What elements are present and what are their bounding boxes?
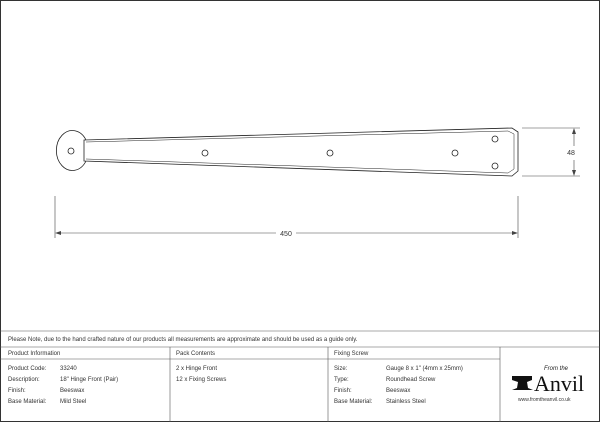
product-code-label: Product Code: [8,366,47,372]
fixing-screw-heading: Fixing Screw [334,351,369,357]
fixing-hole [327,150,333,156]
brand-tagline: From the [544,366,569,372]
fixing-hole [452,150,458,156]
sheet-border [1,1,600,422]
product-code-value: 33240 [60,366,77,372]
product-info-heading: Product Information [8,351,61,357]
base-material-label: Base Material: [8,399,47,405]
base-material-value: Mild Steel [60,399,87,405]
length-dimension-label: 450 [280,231,292,238]
brand-name: Anvil [534,371,585,396]
hinge-front-drawing [56,128,518,176]
pack-item: 12 x Fixing Screws [176,377,227,383]
fixing-hole [492,136,498,142]
hinge-round-end [56,131,86,171]
screw-type-value: Roundhead Screw [386,377,436,383]
anvil-logo-icon [512,376,533,390]
finish-label: Finish: [8,388,26,394]
pack-contents-heading: Pack Contents [176,351,216,357]
pack-item: 2 x Hinge Front [176,366,218,372]
description-label: Description: [8,377,40,383]
hinge-strap-outline [84,128,518,176]
fixing-hole [68,148,74,154]
fixing-hole [492,163,498,169]
screw-type-label: Type: [334,377,349,383]
screw-finish-value: Beeswax [386,388,411,394]
finish-value: Beeswax [60,388,85,394]
screw-base-material-label: Base Material: [334,399,373,405]
brand-url: www.fromtheanvil.co.uk [518,397,571,403]
hinge-strap-bevel [86,131,514,173]
fixing-hole [202,150,208,156]
description-value: 18" Hinge Front (Pair) [60,377,119,383]
screw-size-label: Size: [334,366,348,372]
screw-finish-label: Finish: [334,388,352,394]
screw-size-value: Gauge 8 x 1" (4mm x 25mm) [386,366,463,372]
measurement-note: Please Note, due to the hand crafted nature of our products all measurements are approximate and should be used as a guide only. [8,337,358,343]
width-dimension-label: 48 [567,150,575,157]
screw-base-material-value: Stainless Steel [386,399,426,405]
